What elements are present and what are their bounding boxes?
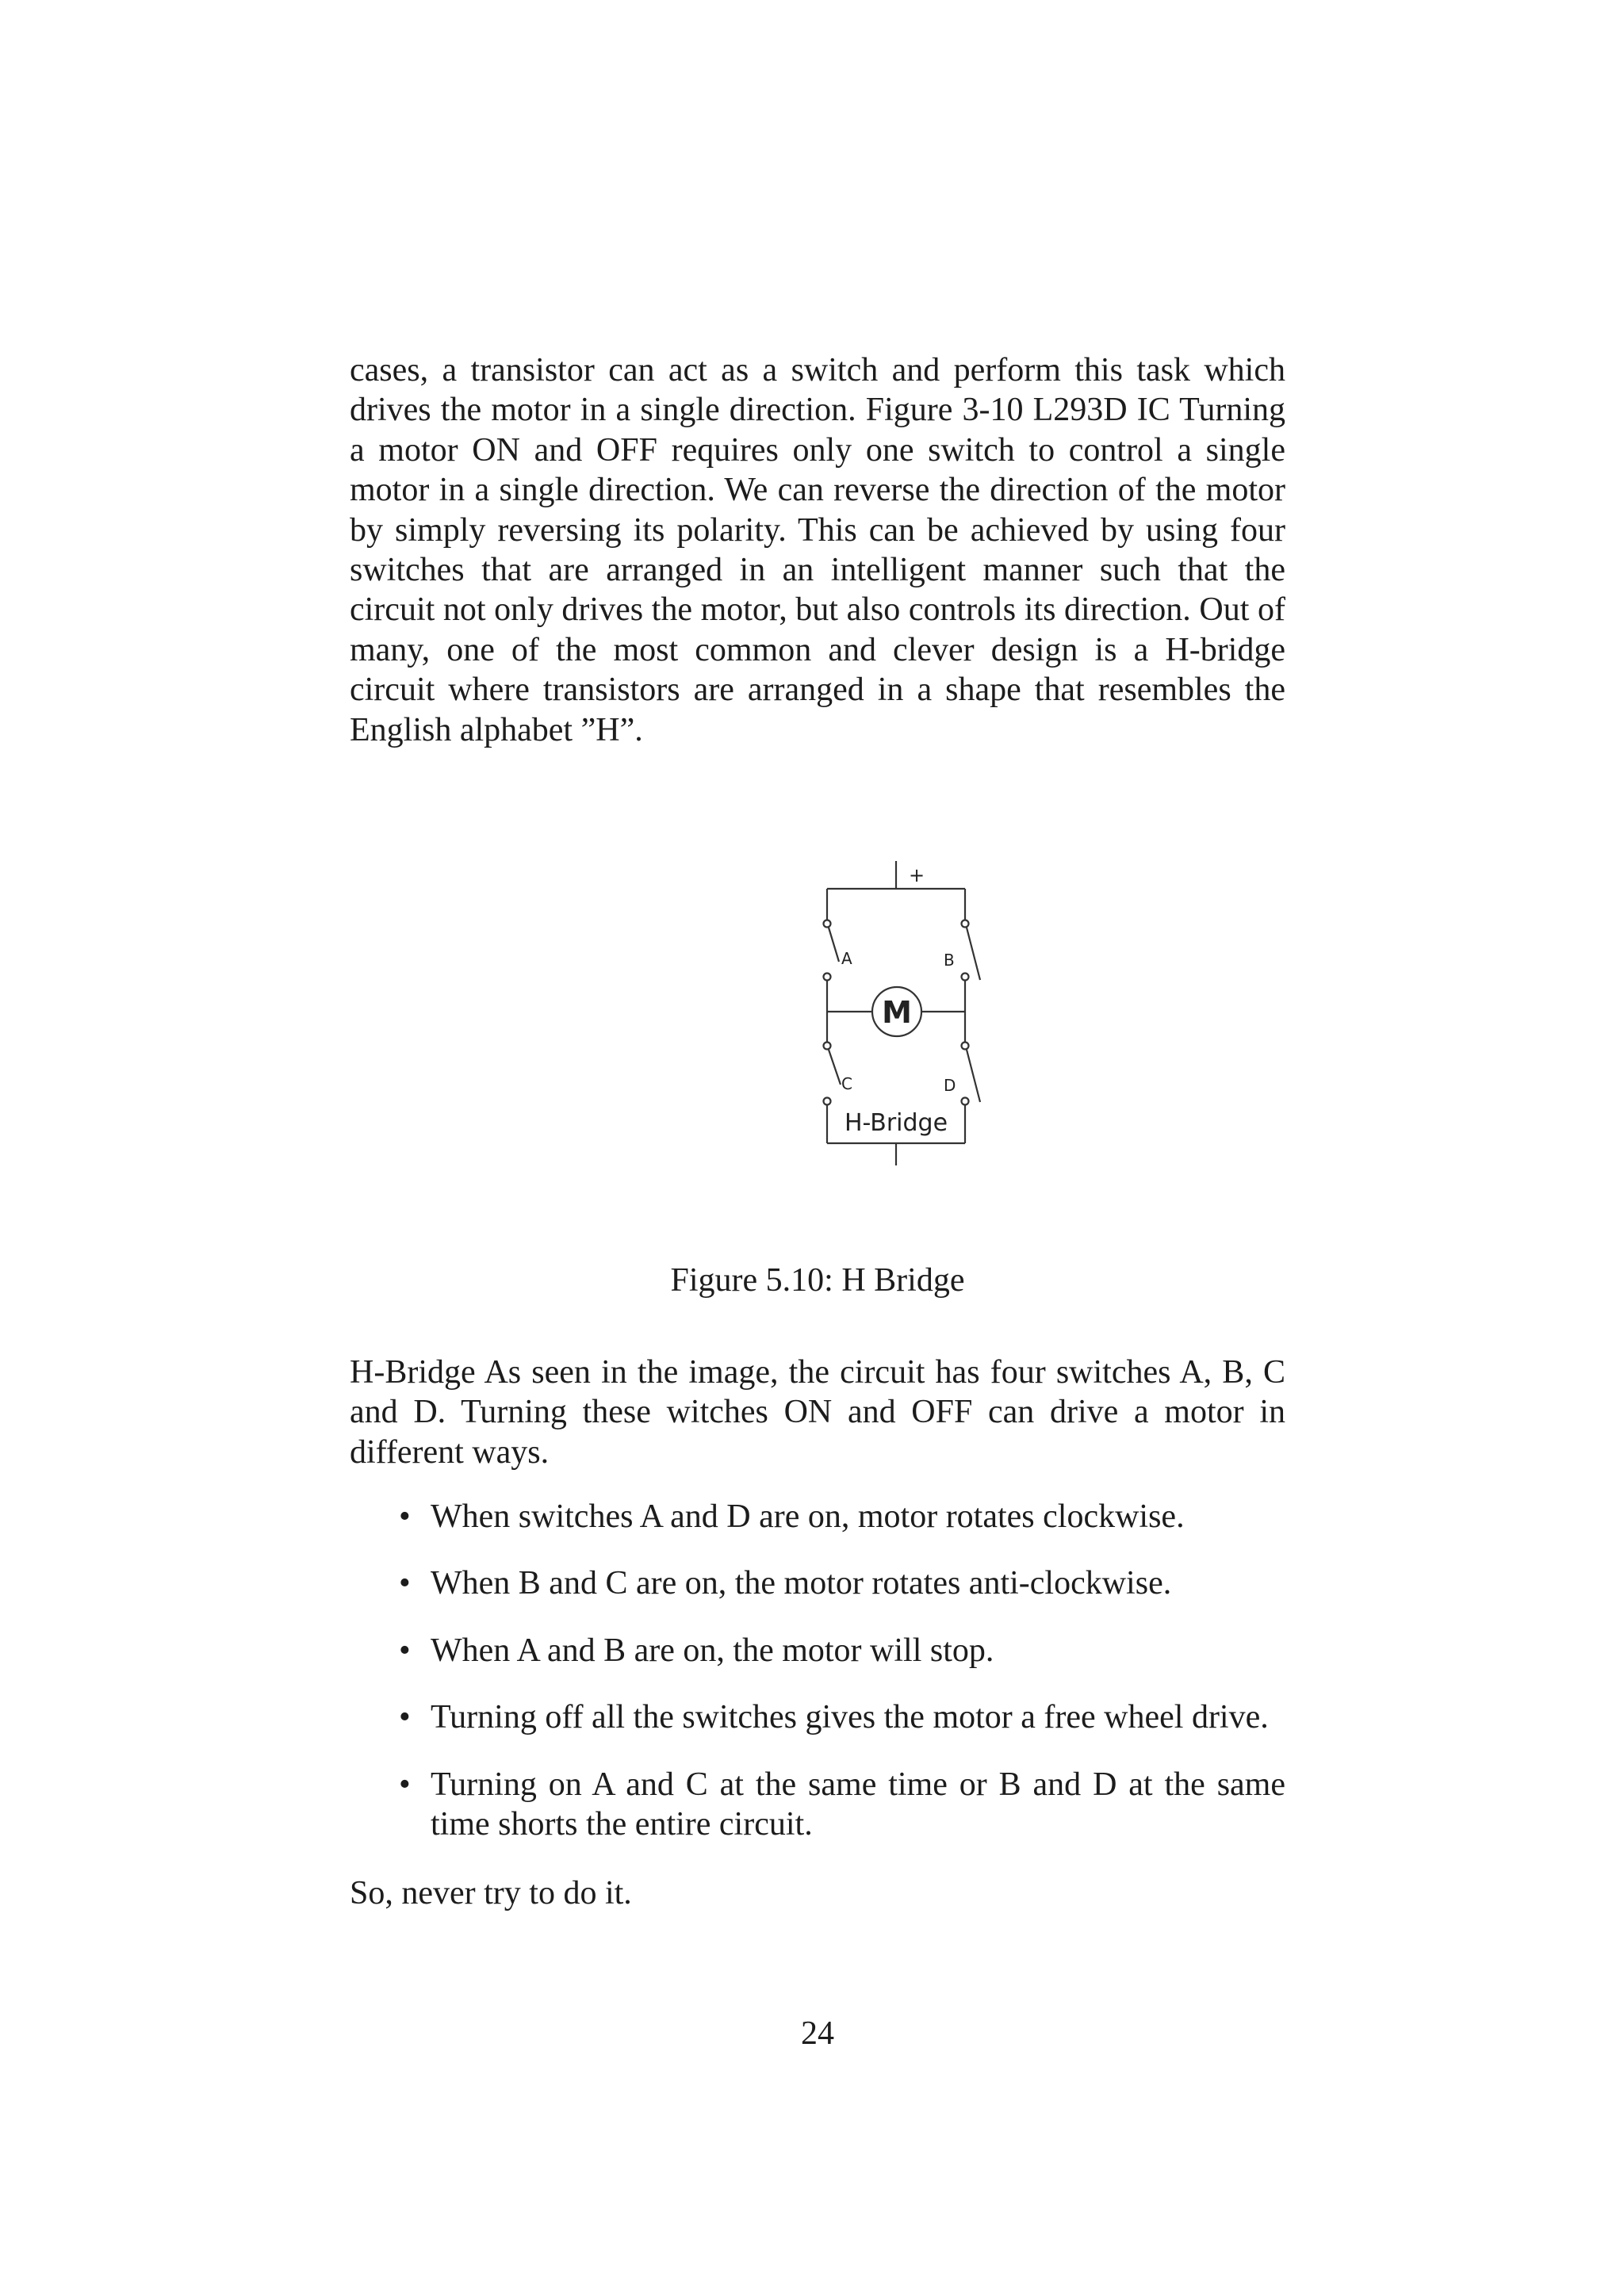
list-item <box>350 1697 1285 1737</box>
bullet-icon: • <box>399 1766 411 1803</box>
h-bridge-figure <box>801 855 991 1172</box>
list-item-text: When A and B are on, the motor will stop. <box>431 1632 994 1669</box>
list-item-text: When B and C are on, the motor rotates anti-clockwise. <box>431 1565 1172 1602</box>
motor-label: M <box>882 995 912 1030</box>
h-bridge-paragraph: H-Bridge As seen in the image, the circuit has four switches A, B, C and D. Turning these witches ON and OFF can drive a motor in different ways. <box>350 1354 1285 1471</box>
h-bridge-diagram <box>801 855 991 1172</box>
switch-c-label: C <box>841 1074 852 1093</box>
switch-a-lever <box>829 928 839 962</box>
switch-c-lever <box>829 1050 841 1085</box>
switch-b-label: B <box>944 951 955 970</box>
plus-label: + <box>909 864 925 886</box>
switch-b-contact-top <box>962 920 969 928</box>
figure-caption: Figure 5.10: H Bridge <box>670 1262 965 1299</box>
list-item <box>350 1631 1285 1670</box>
switch-d-label: D <box>944 1076 956 1095</box>
list-item-text: Turning on A and C at the same time or B and D at the same time shorts the entire circuit. <box>431 1766 1285 1843</box>
bullet-icon: • <box>399 1498 411 1535</box>
intro-paragraph: cases, a transistor can act as a switch and perform this task which drives the motor in a single direction. Figure 3-10 L293D IC Turning a motor ON and OFF requires only one switch to control a single motor in a single direction. We can reverse the direction of the motor by simply reversing its polarity. This can be achieved by using four switches that are arranged in an intelligent manner such that the circuit not only drives the motor, but also controls its direction. Out of many, one of the most common and clever design is a H-bridge circuit where transistors are arranged in a shape that resembles the English alphabet ”H”. <box>350 352 1285 748</box>
switch-b-lever <box>967 928 980 980</box>
switch-c-contact-top <box>824 1043 831 1050</box>
list-item <box>350 1497 1285 1536</box>
diagram-title: H-Bridge <box>844 1109 948 1137</box>
switch-d-contact-bottom <box>962 1098 969 1105</box>
switch-d-lever <box>967 1050 980 1102</box>
bullet-icon: • <box>399 1565 411 1602</box>
list-item-text: Turning off all the switches gives the motor a free wheel drive. <box>431 1699 1269 1736</box>
switch-behavior-list <box>350 1497 1285 1871</box>
list-item-text: When switches A and D are on, motor rotates clockwise. <box>431 1498 1185 1535</box>
switch-a-contact-bottom <box>824 974 831 981</box>
bullet-icon: • <box>399 1699 411 1736</box>
switch-d-contact-top <box>962 1043 969 1050</box>
closing-paragraph: So, never try to do it. <box>350 1875 632 1911</box>
page-number: 24 <box>801 2015 834 2052</box>
switch-b-contact-bottom <box>962 974 969 981</box>
bullet-icon: • <box>399 1632 411 1669</box>
list-item <box>350 1765 1285 1845</box>
switch-a-contact-top <box>824 920 831 928</box>
switch-a-label: A <box>841 949 852 968</box>
switch-c-contact-bottom <box>824 1098 831 1105</box>
list-item <box>350 1563 1285 1603</box>
